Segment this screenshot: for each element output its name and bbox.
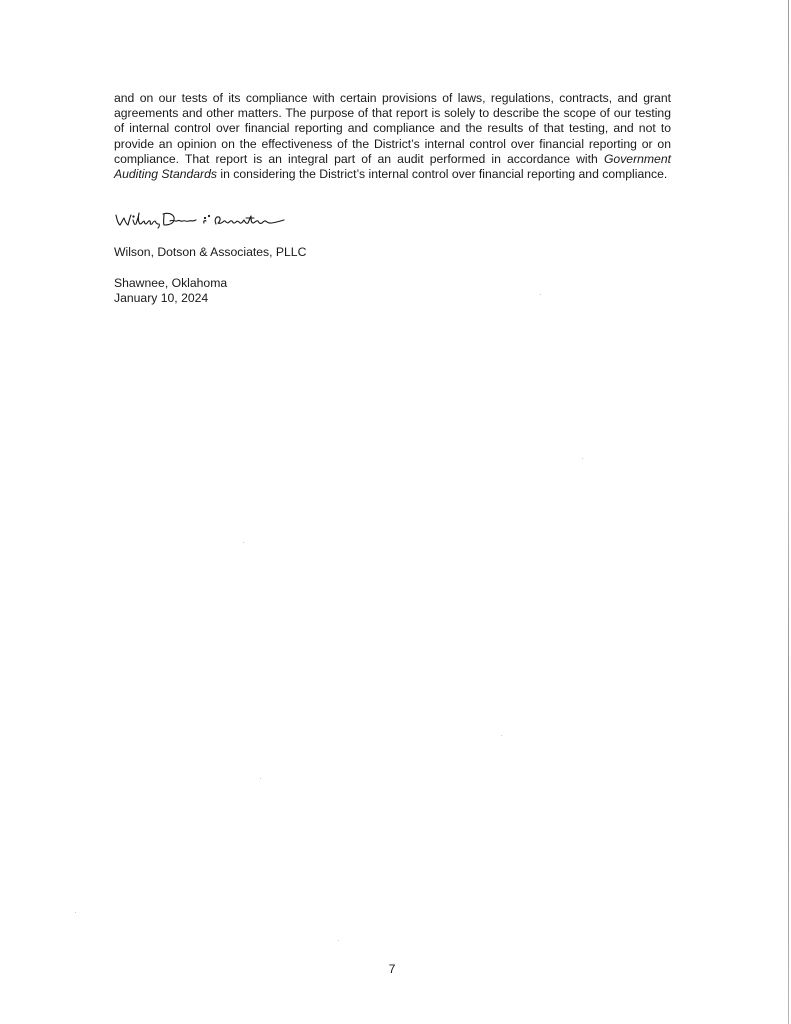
report-paragraph [114,91,671,182]
paragraph-emphasis: Government Auditing Standards [114,151,671,182]
scan-speck [582,458,583,459]
scan-speck [260,778,261,779]
handwritten-signature [112,206,292,230]
firm-name: Wilson, Dotson & Associates, PLLC [114,245,307,259]
city-state: Shawnee, Oklahoma [114,276,228,290]
report-date: January 10, 2024 [114,291,209,305]
page-number: 7 [388,962,396,976]
scan-speck [501,735,502,736]
scan-speck [338,940,339,941]
scan-edge-line [788,0,789,1024]
scan-speck [75,912,76,913]
scan-speck [540,294,541,295]
scan-speck [243,542,244,543]
paragraph-text-start: and on our tests of its compliance with certain provisions of laws, regulations, contracts, and grant agreements and other matters. The purpose of that report is solely to describe the scope of our testing of internal control over financial reporting and compliance and the results of that testing, and not to provide an opinion on the effectiveness of the District’s internal control over financial reporting or on compliance. That report is an integral part of an audit performed in accordance with [114,91,671,166]
paragraph-text-end: in considering the District’s internal control over financial reporting and compliance. [217,167,668,182]
